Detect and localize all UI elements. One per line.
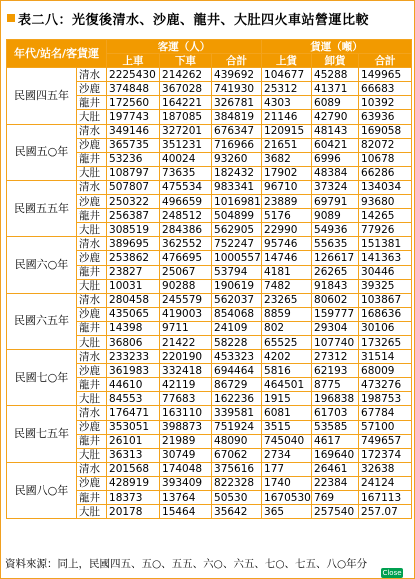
value-cell: 57100 — [359, 420, 412, 434]
value-cell: 375616 — [212, 462, 262, 476]
value-cell: 96710 — [262, 180, 312, 194]
year-cell: 民國七五年 — [7, 406, 77, 462]
table-body — [7, 68, 412, 519]
value-cell: 69791 — [312, 195, 359, 209]
value-cell: 31514 — [359, 350, 412, 364]
value-cell: 73635 — [160, 166, 212, 180]
station-cell: 大肚 — [77, 166, 107, 180]
value-cell: 21989 — [160, 434, 212, 448]
value-cell: 14746 — [262, 251, 312, 265]
value-cell: 25067 — [160, 265, 212, 279]
value-cell: 562037 — [212, 293, 262, 307]
station-cell: 龍井 — [77, 96, 107, 110]
value-cell: 40024 — [160, 152, 212, 166]
value-cell: 86729 — [212, 378, 262, 392]
value-cell: 389695 — [107, 237, 160, 251]
value-cell: 172560 — [107, 96, 160, 110]
station-cell: 清水 — [77, 180, 107, 194]
table-row — [7, 124, 412, 138]
value-cell: 362552 — [160, 237, 212, 251]
station-cell: 沙鹿 — [77, 138, 107, 152]
value-cell: 107740 — [312, 335, 359, 349]
station-cell: 龍井 — [77, 491, 107, 505]
value-cell: 308519 — [107, 223, 160, 237]
station-cell: 大肚 — [77, 110, 107, 124]
station-cell: 大肚 — [77, 279, 107, 293]
station-cell: 龍井 — [77, 321, 107, 335]
value-cell: 22990 — [262, 223, 312, 237]
source-note: 資料來源：同上，民國四五、五○、五五、六○、六五、七○、七五、八○年分 — [5, 558, 368, 570]
value-cell: 67062 — [212, 448, 262, 462]
value-cell: 84553 — [107, 392, 160, 406]
col-header-load: 上貨 — [262, 54, 312, 68]
value-cell: 163110 — [160, 406, 212, 420]
year-cell: 民國六五年 — [7, 293, 77, 349]
value-cell: 220190 — [160, 350, 212, 364]
value-cell: 169640 — [312, 448, 359, 462]
value-cell: 126617 — [312, 251, 359, 265]
value-cell: 10392 — [359, 96, 412, 110]
value-cell: 257540 — [312, 505, 359, 519]
value-cell: 82072 — [359, 138, 412, 152]
value-cell: 393409 — [160, 476, 212, 490]
value-cell: 26101 — [107, 434, 160, 448]
value-cell: 23827 — [107, 265, 160, 279]
value-cell: 68009 — [359, 364, 412, 378]
table-row — [7, 462, 412, 476]
value-cell: 66286 — [359, 166, 412, 180]
value-cell: 17902 — [262, 166, 312, 180]
value-cell: 6081 — [262, 406, 312, 420]
value-cell: 5176 — [262, 209, 312, 223]
value-cell: 53794 — [212, 265, 262, 279]
value-cell: 8775 — [312, 378, 359, 392]
value-cell: 23265 — [262, 293, 312, 307]
value-cell: 159777 — [312, 307, 359, 321]
value-cell: 326781 — [212, 96, 262, 110]
value-cell: 21146 — [262, 110, 312, 124]
station-cell: 沙鹿 — [77, 476, 107, 490]
value-cell: 36806 — [107, 335, 160, 349]
station-cell: 龍井 — [77, 265, 107, 279]
value-cell: 45288 — [312, 68, 359, 82]
value-cell: 983341 — [212, 180, 262, 194]
station-cell: 龍井 — [77, 209, 107, 223]
value-cell: 365 — [262, 505, 312, 519]
value-cell: 42119 — [160, 378, 212, 392]
value-cell: 694464 — [212, 364, 262, 378]
value-cell: 30106 — [359, 321, 412, 335]
value-cell: 54936 — [312, 223, 359, 237]
year-cell: 民國四五年 — [7, 68, 77, 124]
value-cell: 9089 — [312, 209, 359, 223]
value-cell: 61703 — [312, 406, 359, 420]
value-cell: 172374 — [359, 448, 412, 462]
value-cell: 4303 — [262, 96, 312, 110]
value-cell: 66683 — [359, 82, 412, 96]
title-bar — [2, 2, 413, 34]
station-cell: 清水 — [77, 462, 107, 476]
value-cell: 44610 — [107, 378, 160, 392]
value-cell: 353051 — [107, 420, 160, 434]
station-cell: 龍井 — [77, 378, 107, 392]
value-cell: 48090 — [212, 434, 262, 448]
value-cell: 361983 — [107, 364, 160, 378]
value-cell: 716966 — [212, 138, 262, 152]
value-cell: 63936 — [359, 110, 412, 124]
value-cell: 67784 — [359, 406, 412, 420]
value-cell: 48143 — [312, 124, 359, 138]
station-cell: 沙鹿 — [77, 195, 107, 209]
value-cell: 1016981 — [212, 195, 262, 209]
value-cell: 3682 — [262, 152, 312, 166]
value-cell: 167113 — [359, 491, 412, 505]
value-cell: 214262 — [160, 68, 212, 82]
col-header-passenger-total: 合計 — [212, 54, 262, 68]
table-row — [7, 180, 412, 194]
station-cell: 龍井 — [77, 434, 107, 448]
value-cell: 25312 — [262, 82, 312, 96]
value-cell: 187085 — [160, 110, 212, 124]
value-cell: 398873 — [160, 420, 212, 434]
value-cell: 141363 — [359, 251, 412, 265]
value-cell: 120915 — [262, 124, 312, 138]
station-cell: 清水 — [77, 237, 107, 251]
station-cell: 大肚 — [77, 335, 107, 349]
station-cell: 清水 — [77, 406, 107, 420]
value-cell: 332418 — [160, 364, 212, 378]
table-title: 表二八：光復後清水、沙鹿、龍井、大肚四火車站營運比較 — [18, 12, 370, 28]
value-cell: 8859 — [262, 307, 312, 321]
value-cell: 134034 — [359, 180, 412, 194]
value-cell: 4202 — [262, 350, 312, 364]
value-cell: 473276 — [359, 378, 412, 392]
station-cell: 龍井 — [77, 152, 107, 166]
value-cell: 65525 — [262, 335, 312, 349]
value-cell: 802 — [262, 321, 312, 335]
value-cell: 29304 — [312, 321, 359, 335]
value-cell: 22384 — [312, 476, 359, 490]
col-header-unload: 卸貨 — [312, 54, 359, 68]
bullet-square-icon — [7, 14, 15, 22]
value-cell: 14398 — [107, 321, 160, 335]
value-cell: 62193 — [312, 364, 359, 378]
value-cell: 248512 — [160, 209, 212, 223]
value-cell: 32638 — [359, 462, 412, 476]
value-cell: 6996 — [312, 152, 359, 166]
value-cell: 2734 — [262, 448, 312, 462]
value-cell: 507807 — [107, 180, 160, 194]
col-header-board: 上車 — [107, 54, 160, 68]
value-cell: 327201 — [160, 124, 212, 138]
value-cell: 23889 — [262, 195, 312, 209]
year-cell: 民國五五年 — [7, 180, 77, 236]
value-cell: 13764 — [160, 491, 212, 505]
station-cell: 清水 — [77, 124, 107, 138]
value-cell: 284386 — [160, 223, 212, 237]
value-cell: 435065 — [107, 307, 160, 321]
year-cell: 民國八○年 — [7, 462, 77, 518]
value-cell: 1740 — [262, 476, 312, 490]
table-row — [7, 406, 412, 420]
station-cell: 大肚 — [77, 392, 107, 406]
value-cell: 41371 — [312, 82, 359, 96]
value-cell: 374848 — [107, 82, 160, 96]
value-cell: 39325 — [359, 279, 412, 293]
corner-header: 年代/站名/客貨運 — [7, 40, 107, 68]
value-cell: 18373 — [107, 491, 160, 505]
station-cell: 大肚 — [77, 505, 107, 519]
value-cell: 60421 — [312, 138, 359, 152]
table-row — [7, 293, 412, 307]
value-cell: 20178 — [107, 505, 160, 519]
value-cell: 253862 — [107, 251, 160, 265]
station-cell: 沙鹿 — [77, 251, 107, 265]
value-cell: 1670530 — [262, 491, 312, 505]
value-cell: 365735 — [107, 138, 160, 152]
value-cell: 80602 — [312, 293, 359, 307]
value-cell: 196838 — [312, 392, 359, 406]
value-cell: 103867 — [359, 293, 412, 307]
value-cell: 10031 — [107, 279, 160, 293]
value-cell: 177 — [262, 462, 312, 476]
value-cell: 201568 — [107, 462, 160, 476]
value-cell: 2225430 — [107, 68, 160, 82]
value-cell: 250322 — [107, 195, 160, 209]
year-cell: 民國六○年 — [7, 237, 77, 293]
value-cell: 53236 — [107, 152, 160, 166]
value-cell: 91843 — [312, 279, 359, 293]
table-row — [7, 350, 412, 364]
value-cell: 15464 — [160, 505, 212, 519]
value-cell: 53585 — [312, 420, 359, 434]
value-cell: 464501 — [262, 378, 312, 392]
value-cell: 77683 — [160, 392, 212, 406]
value-cell: 351231 — [160, 138, 212, 152]
station-cell: 大肚 — [77, 448, 107, 462]
passenger-group-header: 客運（人） — [107, 40, 262, 54]
value-cell: 822328 — [212, 476, 262, 490]
value-cell: 233233 — [107, 350, 160, 364]
value-cell: 164221 — [160, 96, 212, 110]
value-cell: 26265 — [312, 265, 359, 279]
value-cell: 77926 — [359, 223, 412, 237]
value-cell: 475534 — [160, 180, 212, 194]
value-cell: 384819 — [212, 110, 262, 124]
value-cell: 7482 — [262, 279, 312, 293]
value-cell: 676347 — [212, 124, 262, 138]
freight-group-header: 貨運（噸） — [262, 40, 412, 54]
value-cell: 10678 — [359, 152, 412, 166]
value-cell: 741930 — [212, 82, 262, 96]
value-cell: 854068 — [212, 307, 262, 321]
value-cell: 36313 — [107, 448, 160, 462]
value-cell: 30749 — [160, 448, 212, 462]
table-row — [7, 68, 412, 82]
value-cell: 256387 — [107, 209, 160, 223]
station-cell: 沙鹿 — [77, 307, 107, 321]
station-cell: 沙鹿 — [77, 82, 107, 96]
value-cell: 169058 — [359, 124, 412, 138]
value-cell: 496659 — [160, 195, 212, 209]
value-cell: 9711 — [160, 321, 212, 335]
value-cell: 339581 — [212, 406, 262, 420]
value-cell: 245579 — [160, 293, 212, 307]
station-cell: 沙鹿 — [77, 420, 107, 434]
value-cell: 6089 — [312, 96, 359, 110]
value-cell: 93680 — [359, 195, 412, 209]
station-cell: 清水 — [77, 293, 107, 307]
value-cell: 14265 — [359, 209, 412, 223]
value-cell: 168636 — [359, 307, 412, 321]
close-button[interactable]: Close — [382, 569, 402, 577]
value-cell: 419003 — [160, 307, 212, 321]
value-cell: 190619 — [212, 279, 262, 293]
value-cell: 37324 — [312, 180, 359, 194]
value-cell: 280458 — [107, 293, 160, 307]
col-header-freight-total: 合計 — [359, 54, 412, 68]
value-cell: 439692 — [212, 68, 262, 82]
station-cell: 清水 — [77, 350, 107, 364]
value-cell: 4617 — [312, 434, 359, 448]
value-cell: 151381 — [359, 237, 412, 251]
value-cell: 173265 — [359, 335, 412, 349]
station-cell: 沙鹿 — [77, 364, 107, 378]
value-cell: 162236 — [212, 392, 262, 406]
value-cell: 453323 — [212, 350, 262, 364]
value-cell: 24124 — [359, 476, 412, 490]
value-cell: 21422 — [160, 335, 212, 349]
value-cell: 42790 — [312, 110, 359, 124]
value-cell: 3515 — [262, 420, 312, 434]
value-cell: 562905 — [212, 223, 262, 237]
year-cell: 民國七○年 — [7, 350, 77, 406]
value-cell: 174048 — [160, 462, 212, 476]
value-cell: 749657 — [359, 434, 412, 448]
value-cell: 476695 — [160, 251, 212, 265]
value-cell: 745040 — [262, 434, 312, 448]
value-cell: 48384 — [312, 166, 359, 180]
value-cell: 24109 — [212, 321, 262, 335]
value-cell: 428919 — [107, 476, 160, 490]
value-cell: 35642 — [212, 505, 262, 519]
value-cell: 752247 — [212, 237, 262, 251]
value-cell: 50530 — [212, 491, 262, 505]
table-row — [7, 237, 412, 251]
value-cell: 104677 — [262, 68, 312, 82]
value-cell: 30446 — [359, 265, 412, 279]
station-operations-table — [6, 39, 412, 519]
value-cell: 55635 — [312, 237, 359, 251]
value-cell: 751924 — [212, 420, 262, 434]
value-cell: 95746 — [262, 237, 312, 251]
value-cell: 198753 — [359, 392, 412, 406]
value-cell: 21651 — [262, 138, 312, 152]
value-cell: 1915 — [262, 392, 312, 406]
station-cell: 清水 — [77, 68, 107, 82]
value-cell: 108797 — [107, 166, 160, 180]
station-cell: 大肚 — [77, 223, 107, 237]
value-cell: 769 — [312, 491, 359, 505]
year-cell: 民國五○年 — [7, 124, 77, 180]
value-cell: 90288 — [160, 279, 212, 293]
value-cell: 349146 — [107, 124, 160, 138]
value-cell: 5816 — [262, 364, 312, 378]
value-cell: 257.07 — [359, 505, 412, 519]
value-cell: 149965 — [359, 68, 412, 82]
value-cell: 176471 — [107, 406, 160, 420]
value-cell: 197743 — [107, 110, 160, 124]
value-cell: 26461 — [312, 462, 359, 476]
value-cell: 4181 — [262, 265, 312, 279]
value-cell: 58228 — [212, 335, 262, 349]
value-cell: 504899 — [212, 209, 262, 223]
value-cell: 27312 — [312, 350, 359, 364]
col-header-alight: 下車 — [160, 54, 212, 68]
value-cell: 367028 — [160, 82, 212, 96]
value-cell: 93260 — [212, 152, 262, 166]
value-cell: 1000557 — [212, 251, 262, 265]
value-cell: 182432 — [212, 166, 262, 180]
